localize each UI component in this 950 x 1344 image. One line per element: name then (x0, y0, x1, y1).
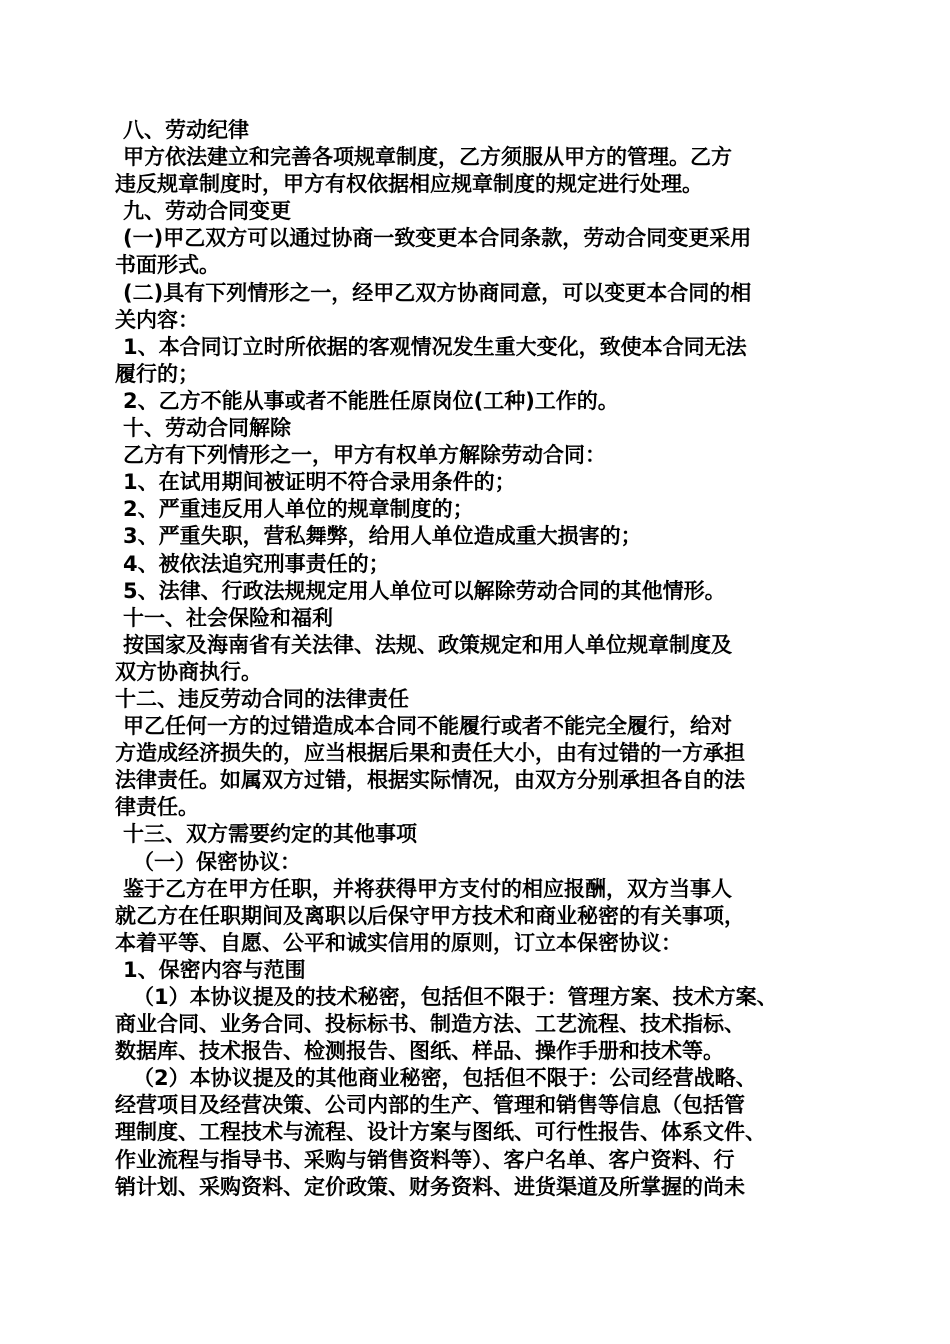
text-line: 销计划、采购资料、定价政策、财务资料、进货渠道及所掌握的尚未 (115, 1174, 745, 1199)
text-line: 作业流程与指导书、采购与销售资料等）、客户名单、客户资料、行 (115, 1147, 735, 1172)
text-line: 乙方有下列情形之一，甲方有权单方解除劳动合同： (123, 443, 606, 468)
text-line: 律责任。 (115, 795, 199, 820)
text-line: (一)甲乙双方可以通过协商一致变更本合同条款，劳动合同变更采用 (123, 226, 752, 251)
text-line: 双方协商执行。 (115, 659, 262, 684)
text-line: 就乙方在任职期间及离职以后保守甲方技术和商业秘密的有关事项， (115, 903, 745, 928)
text-line: （2）本协议提及的其他商业秘密，包括但不限于：公司经营战略、 (133, 1066, 757, 1091)
text-line: 关内容： (115, 307, 199, 332)
text-line: 书面形式。 (115, 253, 220, 278)
text-line: 1、在试用期间被证明不符合录用条件的； (123, 470, 516, 495)
text-line: 十、劳动合同解除 (123, 416, 291, 441)
text-line: 5、法律、行政法规规定用人单位可以解除劳动合同的其他情形。 (123, 578, 726, 603)
text-line: 八、劳动纪律 (123, 118, 249, 142)
text-line: 履行的； (115, 361, 199, 386)
text-line: 十二、违反劳动合同的法律责任 (115, 686, 409, 711)
text-line: 3、严重失职，营私舞弊，给用人单位造成重大损害的； (123, 524, 642, 549)
text-line: 鉴于乙方在甲方任职，并将获得甲方支付的相应报酬，双方当事人 (123, 876, 732, 901)
text-line: 2、乙方不能从事或者不能胜任原岗位(工种)工作的。 (123, 388, 619, 413)
text-line: 方造成经济损失的，应当根据后果和责任大小，由有过错的一方承担 (115, 741, 745, 766)
text-line: 4、被依法追究刑事责任的； (123, 551, 390, 576)
text-line: 2、严重违反用人单位的规章制度的； (123, 497, 474, 522)
text-line: 甲方依法建立和完善各项规章制度，乙方须服从甲方的管理。乙方 (123, 145, 732, 170)
text-line: 九、劳动合同变更 (123, 199, 291, 224)
text-line: 十三、双方需要约定的其他事项 (123, 822, 417, 847)
text-line: （一）保密协议： (133, 849, 301, 874)
text-line: 数据库、技术报告、检测报告、图纸、样品、操作手册和技术等。 (115, 1039, 724, 1064)
text-line: 1、本合同订立时所依据的客观情况发生重大变化，致使本合同无法 (123, 334, 747, 359)
text-line: 甲乙任何一方的过错造成本合同不能履行或者不能完全履行，给对 (123, 714, 732, 739)
text-line: 法律责任。如属双方过错，根据实际情况，由双方分别承担各自的法 (115, 768, 745, 793)
text-line: (二)具有下列情形之一，经甲乙双方协商同意，可以变更本合同的相 (123, 280, 752, 305)
text-line: 本着平等、自愿、公平和诚实信用的原则，订立本保密协议： (115, 930, 682, 955)
text-line: 经营项目及经营决策、公司内部的生产、管理和销售等信息（包括管 (115, 1093, 745, 1118)
text-line: 违反规章制度时，甲方有权依据相应规章制度的规定进行处理。 (115, 172, 703, 197)
text-line: 按国家及海南省有关法律、法规、政策规定和用人单位规章制度及 (123, 632, 732, 657)
text-line: 1、保密内容与范围 (123, 957, 306, 982)
text-line: （1）本协议提及的技术秘密，包括但不限于：管理方案、技术方案、 (133, 985, 778, 1009)
text-line: 十一、社会保险和福利 (123, 605, 333, 630)
text-line: 商业合同、业务合同、投标标书、制造方法、工艺流程、技术指标、 (115, 1012, 745, 1037)
text-line: 理制度、工程技术与流程、设计方案与图纸、可行性报告、体系文件、 (115, 1120, 766, 1145)
document-body (115, 117, 845, 1201)
